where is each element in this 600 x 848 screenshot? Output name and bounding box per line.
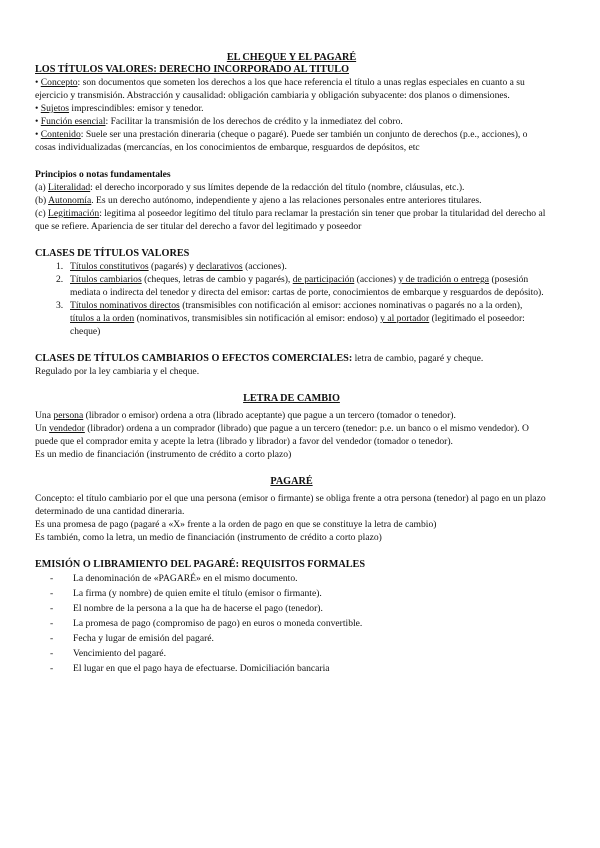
text: El lugar en que el pago haya de efectuarse. Domiciliación bancaria <box>73 663 330 674</box>
item-number: 3. <box>56 300 64 311</box>
list-item <box>56 299 548 338</box>
cambiarios-heading: CLASES DE TÍTULOS CAMBIARIOS O EFECTOS COMERCIALES: <box>35 353 353 364</box>
bullet: • <box>35 77 39 88</box>
bullet: • <box>35 116 39 127</box>
list-item <box>56 273 548 299</box>
legitimacion-paragraph <box>35 207 548 233</box>
clases-list <box>35 260 548 338</box>
cambiarios-paragraph <box>35 352 548 365</box>
text: (librador o emisor) ordena a otra (librado aceptante) que pague a un tercero (tomador o tenedor). <box>83 410 456 421</box>
cambiarios-regulado: Regulado por la ley cambiaria y el cheque. <box>35 366 200 377</box>
dash: - <box>50 618 54 629</box>
pagare-heading: PAGARÉ <box>270 476 313 487</box>
letra-line-2 <box>35 422 548 448</box>
sujetos-term: Sujetos <box>40 103 70 114</box>
prefix-b: (b) <box>35 195 49 206</box>
list-item <box>50 601 548 616</box>
list-item <box>50 571 548 586</box>
requisitos-list <box>35 571 548 676</box>
dash: - <box>50 603 54 614</box>
term: de participación <box>292 274 355 285</box>
concepto-term: Concepto <box>40 77 78 88</box>
literalidad-term: Literalidad <box>48 182 91 193</box>
dash: - <box>50 663 54 674</box>
letra-line-1 <box>35 409 548 422</box>
prefix-c: (c) <box>35 208 49 219</box>
concepto-text: : son documentos que someten los derechos a los que hace referencia el título a unas reglas especiales en cuanto a su ejercicio y transmisión. Abstracción y causalidad: obligación cambiaria y obligación subyacente: dos planos o dimensiones. <box>35 77 525 101</box>
text: (cheques, letras de cambio y pagarés), <box>141 274 293 285</box>
text: Vencimiento del pagaré. <box>73 648 166 659</box>
text: (legitimado el poseedor: cheque) <box>70 313 525 337</box>
autonomia-text: . Es un derecho autónomo, independiente y ajeno a las relaciones personales entre anteriores titulares. <box>91 195 482 206</box>
contenido-text: : Suele ser una prestación dineraria (cheque o pagaré). Puede ser también un conjunto de derechos (p.e., acciones), o cosas individualizadas (mercancías, en los conocimientos de embarque, resguardos de depósitos, etc <box>35 129 528 153</box>
letra-heading: LETRA DE CAMBIO <box>243 393 340 404</box>
item-number: 2. <box>56 274 64 285</box>
list-item <box>50 616 548 631</box>
term: Títulos nominativos directos <box>70 300 180 311</box>
text: El nombre de la persona a la que ha de hacerse el pago (tenedor). <box>73 603 323 614</box>
dash: - <box>50 648 54 659</box>
concepto-paragraph <box>35 76 548 102</box>
sujetos-text: imprescindibles: emisor y tenedor. <box>69 103 204 114</box>
term: títulos a la orden <box>70 313 135 324</box>
text: Fecha y lugar de emisión del pagaré. <box>73 633 214 644</box>
text: (posesión mediata o indirecta del tenedor y directa del emisor: cartas de porte, conocimientos de embarque y resguardos de depósito). <box>70 274 544 298</box>
autonomia-term: Autonomía <box>48 195 92 206</box>
dash: - <box>50 573 54 584</box>
text: (acciones) <box>354 274 399 285</box>
term: Títulos cambiarios <box>70 274 142 285</box>
principios-heading: Principios o notas fundamentales <box>35 169 171 180</box>
section-heading-titulos-valores: LOS TÍTULOS VALORES: DERECHO INCORPORADO AL TITULO <box>35 64 350 75</box>
term: declarativos <box>196 261 243 272</box>
text: (acciones). <box>242 261 287 272</box>
pagare-line-2: Es una promesa de pago (pagaré a «X» frente a la orden de pago en que se constituye la letra de cambio) <box>35 519 437 530</box>
text: (transmisibles con notificación al emisor: acciones nominativas o pagarés no a la orden), <box>179 300 523 311</box>
list-item <box>56 260 548 273</box>
contenido-term: Contenido <box>40 129 81 140</box>
text: La promesa de pago (compromiso de pago) en euros o moneda convertible. <box>73 618 363 629</box>
text: (librador) ordena a un comprador (librado) que pague a un tercero (tenedor: p.e. un banco o el mismo vendedor). O puede que el comprador emita y acepte la letra (librado y librador) a favor del vendedor (tomador o tenedor). <box>35 423 529 447</box>
funcion-term: Función esencial <box>40 116 106 127</box>
text: (pagarés) y <box>148 261 197 272</box>
list-item <box>50 586 548 601</box>
text: Un <box>35 423 50 434</box>
term: persona <box>53 410 84 421</box>
term: y al portador <box>380 313 430 324</box>
pagare-line-3: Es también, como la letra, un medio de financiación (instrumento de crédito a corto plazo) <box>35 532 382 543</box>
document-title: EL CHEQUE Y EL PAGARÉ <box>226 52 357 63</box>
item-number: 1. <box>56 261 64 272</box>
term: vendedor <box>49 423 85 434</box>
list-item <box>50 661 548 676</box>
literalidad-text: : el derecho incorporado y sus límites depende de la redacción del título (nombre, cláusulas, etc.). <box>90 182 465 193</box>
cambiarios-text: letra de cambio, pagaré y cheque. <box>352 353 484 364</box>
contenido-paragraph <box>35 128 548 154</box>
list-item <box>50 646 548 661</box>
text: La denominación de «PAGARÉ» en el mismo documento. <box>73 573 298 584</box>
text: La firma (y nombre) de quien emite el título (emisor o firmante). <box>73 588 322 599</box>
pagare-line-1: Concepto: el título cambiario por el que una persona (emisor o firmante) se obliga frente a otra persona (tenedor) al pago en un plazo determinado de una cantidad dineraria. <box>35 493 546 517</box>
text: (nominativos, transmisibles sin notificación al emisor: endoso) <box>134 313 381 324</box>
bullet: • <box>35 129 39 140</box>
legitimacion-text: : legitima al poseedor legítimo del título para reclamar la prestación sin tener que probar la titularidad del derecho al que se refiere. Apariencia de ser titular del derecho a favor del legitimado y poseedor <box>35 208 546 232</box>
dash: - <box>50 633 54 644</box>
list-item <box>50 631 548 646</box>
bullet: • <box>35 103 39 114</box>
term: Títulos constitutivos <box>70 261 149 272</box>
letra-line-3: Es un medio de financiación (instrumento de crédito a corto plazo) <box>35 449 292 460</box>
sujetos-paragraph <box>35 102 548 115</box>
dash: - <box>50 588 54 599</box>
clases-heading: CLASES DE TÍTULOS VALORES <box>35 248 190 259</box>
text: Una <box>35 410 54 421</box>
emision-heading: EMISIÓN O LIBRAMIENTO DEL PAGARÉ: REQUISITOS FORMALES <box>35 559 366 570</box>
literalidad-paragraph <box>35 181 548 194</box>
legitimacion-term: Legitimación <box>48 208 100 219</box>
prefix-a: (a) <box>35 182 49 193</box>
term: y de tradición o entrega <box>398 274 490 285</box>
funcion-paragraph <box>35 115 548 128</box>
autonomia-paragraph <box>35 194 548 207</box>
funcion-text: : Facilitar la transmisión de los derechos de crédito y la inmediatez del cobro. <box>105 116 403 127</box>
